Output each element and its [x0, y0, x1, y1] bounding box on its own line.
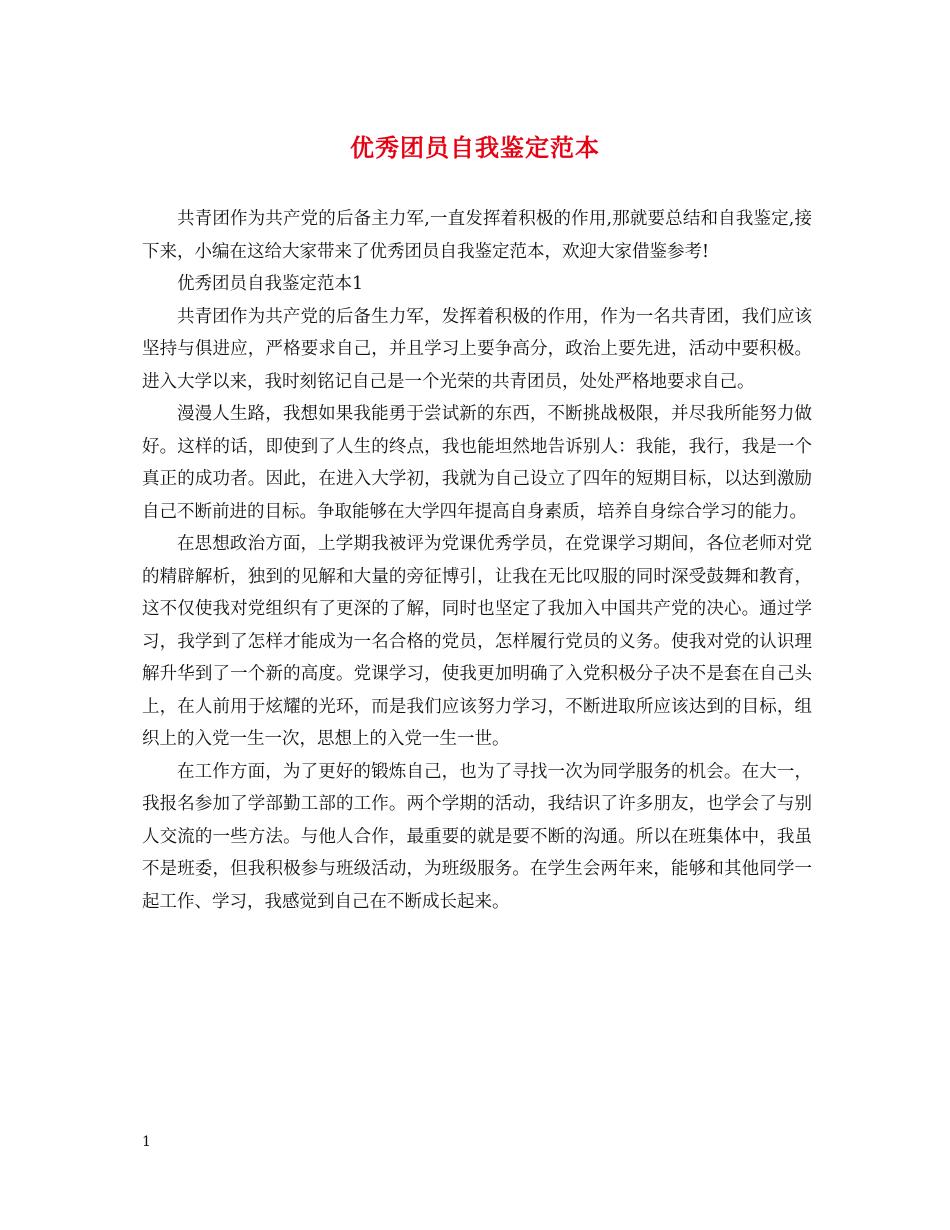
body-paragraph: 在思想政治方面，上学期我被评为党课优秀学员，在党课学习期间，各位老师对党的精辟解析，独到的见解和大量的旁征博引，让我在无比叹服的同时深受鼓舞和教育，这不仅使我对党组织有了更深的了解，同时也坚定了我加入中国共产党的决心。通过学习，我学到了怎样才能成为一名合格的党员，怎样履行党员的义务。使我对党的认识理解升华到了一个新的高度。党课学习，使我更加明确了入党积极分子决不是套在自己头上，在人前用于炫耀的光环，而是我们应该努力学习，不断进取所应该达到的目标，组织上的入党一生一次，思想上的入党一生一世。	[142, 534, 812, 749]
document-body	[142, 203, 812, 918]
page-number: 1	[142, 1134, 151, 1150]
body-paragraph: 漫漫人生路，我想如果我能勇于尝试新的东西，不断挑战极限，并尽我所能努力做好。这样的话，即使到了人生的终点，我也能坦然地告诉别人：我能，我行，我是一个真正的成功者。因此，在进入大学初，我就为自己设立了四年的短期目标，以达到激励自己不断前进的目标。争取能够在大学四年提高自身素质，培养自身综合学习的能力。	[142, 404, 812, 522]
body-paragraph: 共青团作为共产党的后备生力军，发挥着积极的作用，作为一名共青团，我们应该坚持与俱进应，严格要求自己，并且学习上要争高分，政治上要先进，活动中要积极。进入大学以来，我时刻铭记自己是一个光荣的共青团员，处处严格地要求自己。	[142, 306, 812, 392]
document-title: 优秀团员自我鉴定范本	[350, 133, 600, 162]
section-heading: 优秀团员自我鉴定范本1	[177, 274, 364, 294]
body-paragraph: 在工作方面，为了更好的锻炼自己，也为了寻找一次为同学服务的机会。在大一，我报名参加了学部勤工部的工作。两个学期的活动，我结识了许多朋友，也学会了与别人交流的一些方法。与他人合作，最重要的就是要不断的沟通。所以在班集体中，我虽不是班委，但我积极参与班级活动，为班级服务。在学生会两年来，能够和其他同学一起工作、学习，我感觉到自己在不断成长起来。	[142, 761, 812, 912]
intro-paragraph: 共青团作为共产党的后备主力军,一直发挥着积极的作用,那就要总结和自我鉴定,接下来，小编在这给大家带来了优秀团员自我鉴定范本，欢迎大家借鉴参考!	[142, 209, 812, 262]
